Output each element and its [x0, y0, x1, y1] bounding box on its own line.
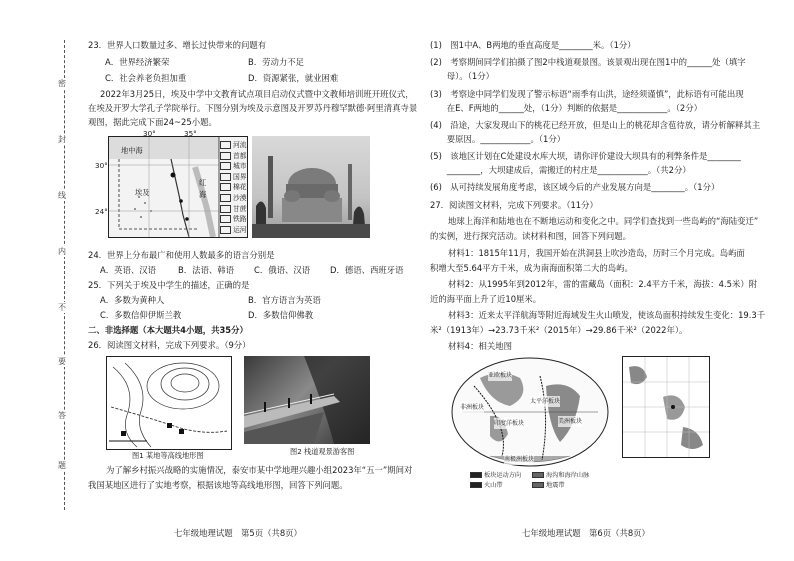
map-legend-item [220, 171, 247, 181]
page-footer-right: 七年级地理试题 第6页（共8页） [522, 528, 650, 538]
plate-label: 太平洋板块 [530, 398, 561, 405]
plate-label: 亚欧板块 [488, 372, 513, 379]
q27-intro-line-2: 的实例，进行探究活动。读材料和图，回答下列问题。 [430, 231, 631, 241]
binding-line [64, 40, 65, 510]
q26-stem: 26．阅读图文材料，完成下列要求。（9分） [88, 340, 251, 350]
q26-para-line-2: 我国某地区进行了实地考察，根据该地等高线地形图，回答下列问题。 [88, 480, 348, 490]
plate-legend-label: 地震带 [546, 482, 565, 489]
binding-char: 封 [58, 135, 66, 144]
q25-option-a: A．多数为黄种人 [100, 295, 165, 305]
subquestion-line: 要原因。____________。（1分） [430, 134, 566, 144]
plate-label: 印度洋板块 [494, 420, 525, 427]
subquestion-line: (4) 沿途，大家发现山下的桃花已经开放，但是山上的桃花却含苞待放，请分析解释其主 [430, 120, 761, 130]
legend-swatch-icon [220, 205, 231, 213]
q25-option-c: C．多数信仰伊斯兰教 [100, 310, 182, 320]
subquestion-line: (6) 从可持续发展角度考虑，该区域今后的产业发展方向是________。（1分） [430, 182, 720, 192]
map-legend-label: 首都 [233, 151, 247, 160]
material-2-line-2: 近的海平面上升了近10厘米。 [430, 294, 542, 304]
map-legend-label: 运河 [233, 225, 247, 234]
map-legend-label: 铁路 [233, 215, 247, 224]
q25-option-b: B．官方语言为英语 [248, 295, 321, 305]
mosque-illustration [252, 136, 370, 238]
contour-lines [107, 357, 231, 449]
material-2-line-1: 材料2：从1995年到2012年，雷的雷藏岛（面积：2.4平方千米，海拔：4.5米）附 [448, 279, 758, 289]
plate-label: 美洲板块 [558, 418, 583, 425]
material-1-line-1: 材料1：1815年11月，我国开始在洪洞县上吹沙造岛，历时三个月完成。岛屿面 [448, 248, 745, 258]
material-4-label: 材料4：相关地图 [448, 341, 512, 351]
plate-legend-label: 火山带 [484, 482, 503, 489]
legend-swatch-icon [470, 482, 482, 488]
map-legend-item [220, 150, 247, 160]
plate-label: 非洲板块 [460, 404, 485, 411]
binding-char: 不 [58, 303, 66, 312]
page-footer-left: 七年级地理试题 第5页（共8页） [174, 528, 302, 538]
map-legend-item [220, 160, 247, 170]
legend-swatch-icon [220, 194, 231, 202]
subquestion-line: 母）。（1分） [430, 71, 494, 81]
plate-legend-label: 海沟和海岸山脉 [546, 472, 590, 479]
plate-legend-label: 板块运动方向 [484, 472, 522, 479]
subquestion-line: (1) 图1中A、B两地的垂直高度是________米。（1分） [430, 40, 636, 50]
material-1-line-2: 积增大至5.64平方千米，成为南海面积第二大的岛屿。 [430, 263, 633, 273]
legend-swatch-icon [220, 141, 231, 149]
binding-char: 内 [58, 247, 66, 256]
intro-line-3: 观图，据此完成下面24~25小题。 [88, 117, 217, 127]
map-label-redsea: 红海 [199, 178, 207, 199]
map-label-country: 埃及 [135, 188, 150, 197]
map-legend-label: 城市 [233, 162, 247, 171]
plate-label: 南极洲板块 [504, 456, 535, 463]
q25-stem: 25．下列关于埃及中学生的描述，正确的是 [88, 280, 250, 290]
map-label-sea: 地中海 [121, 146, 143, 155]
map-lon-30: 30° [143, 129, 156, 138]
legend-swatch-icon [532, 482, 544, 488]
plate-map [450, 356, 610, 474]
map-legend-item [220, 192, 247, 202]
plate-legend-item [532, 470, 589, 479]
intro-line-1: 2022年3月25日，埃及中学中文教育试点项目启动仪式暨中文教师培训班开班仪式， [100, 89, 414, 99]
plate-legend-item [470, 470, 521, 479]
q23-stem: 23．世界人口数量过多、增长过快带来的问题有 [88, 40, 267, 50]
map-legend-label: 河流 [233, 141, 247, 149]
legend-swatch-icon [220, 215, 231, 223]
legend-swatch-icon [220, 183, 231, 191]
plate-legend-item [470, 480, 503, 489]
legend-swatch-icon [220, 173, 231, 181]
section-2-heading: 二、非选择题（本大题共4小题，共35分） [88, 325, 248, 335]
q27-stem: 27．阅读图文材料，完成下列要求。（11分） [430, 200, 598, 210]
legend-swatch-icon [220, 162, 231, 170]
legend-swatch-icon [220, 226, 231, 234]
plate-legend-item [532, 480, 565, 489]
legend-swatch-icon [220, 152, 231, 160]
q25-option-d: D．多数信仰佛教 [248, 310, 314, 320]
map-lon-35: 35° [184, 129, 197, 138]
inset-map-svg [623, 357, 709, 457]
subquestion-line: (3) 考察途中同学们发现了警示标语“雨季有山洪，途经须谨慎”，此标语有可能出现 [430, 89, 744, 99]
q23-option-c: C．社会养老负担加重 [105, 73, 187, 83]
egypt-map [108, 136, 248, 238]
legend-swatch-icon [532, 472, 544, 478]
plank-road-photo [244, 356, 370, 444]
binding-char: 要 [58, 357, 66, 366]
q24-stem: 24．世界上分布最广和使用人数最多的语言分别是 [88, 250, 275, 260]
material-3-line-1: 材料3：近来太平洋航海等附近海域发生火山喷发，使该岛面积持续发生变化：19.3千 [448, 310, 766, 320]
map-lat-30: 30° [95, 161, 108, 170]
map-legend-item [220, 213, 247, 223]
q23-option-d: D．资源紧张，就业困难 [248, 73, 339, 83]
binding-char: 密 [58, 79, 66, 88]
q23-option-b: B．劳动力不足 [248, 57, 304, 67]
map-legend-item [220, 181, 247, 191]
intro-line-2: 在埃及开罗大学孔子学院举行。下图分别为埃及示意图及开罗苏丹穆罕默德·阿里清真寺景 [88, 103, 418, 113]
subquestion-line: (2) 考察期间同学们拍摄了图2中栈道观景图。该景观出现在图1中的______处（填字 [430, 57, 746, 67]
binding-char: 线 [58, 191, 66, 200]
mosque-photo [252, 136, 370, 238]
q24-option-b: B．法语、韩语 [178, 265, 234, 275]
map-legend-item [220, 139, 247, 149]
q24-option-c: C．俄语、汉语 [254, 265, 311, 275]
q23-option-a: A．世界经济繁荣 [105, 57, 170, 67]
map-legend-item [220, 224, 247, 234]
q27-intro-line-1: 地球上海洋和陆地也在不断地运动和变化之中。同学们查找到一些岛屿的“海陆变迁” [448, 216, 759, 226]
q24-option-d: D．德语、西班牙语 [330, 265, 404, 275]
material-3-line-2: 米²（1913年）→23.73千米²（2015年）→29.86千米²（2022年）。 [430, 325, 688, 335]
fig1-caption: 图1 某地等高线地形图 [132, 451, 204, 460]
legend-swatch-icon [470, 472, 482, 478]
subquestion-line: (5) 该地区计划在C处建设水库大坝，请你评价建设大坝具有的利弊条件是________ [430, 151, 741, 161]
map-lat-24: 24° [95, 207, 108, 216]
map-legend-label: 甘蔗 [233, 204, 247, 213]
inset-map [622, 356, 710, 458]
subquestion-line: ________，大坝建成后，需搬迁的村庄是____________。（共2分） [430, 165, 691, 175]
binding-char: 题 [58, 461, 66, 470]
map-legend-label: 国界 [233, 172, 247, 181]
plank-road-illustration [244, 356, 370, 444]
map-legend-label: 棉花 [233, 183, 247, 192]
fig2-caption: 图2 栈道观景游客图 [290, 447, 355, 456]
subquestion-line: 在E、F两地的______处，（1分）判断的依据是____________。（2分） [430, 103, 702, 113]
q26-para-line-1: 为了解乡村振兴战略的实施情况，泰安市某中学地理兴趣小组2023年“五一”期间对 [106, 465, 413, 475]
map-legend-label: 沙漠 [233, 194, 247, 202]
map-legend-item [220, 203, 247, 213]
binding-char: 答 [58, 411, 66, 420]
contour-map [106, 356, 232, 450]
q24-option-a: A．英语、汉语 [100, 265, 156, 275]
